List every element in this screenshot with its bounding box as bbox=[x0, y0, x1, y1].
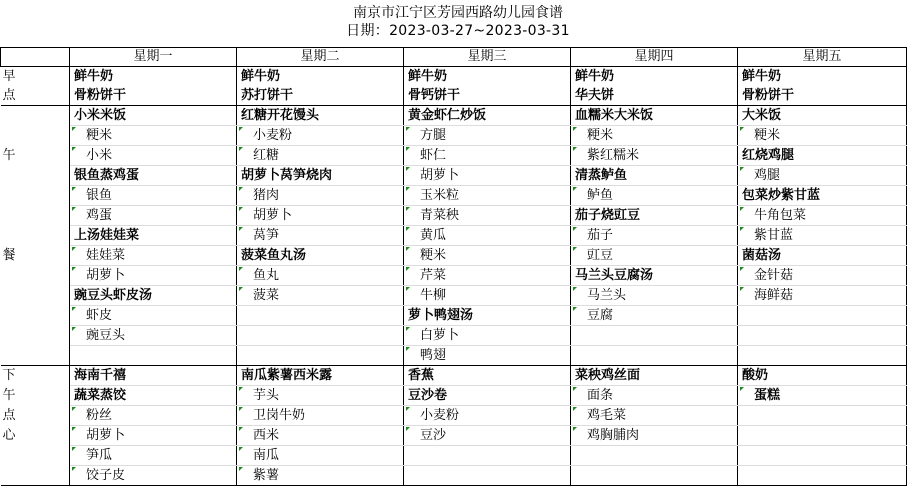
dish-name: 酸奶 bbox=[738, 366, 907, 386]
ingredient: 芹菜 bbox=[404, 266, 571, 286]
dish-name: 上汤娃娃菜 bbox=[70, 226, 237, 246]
lunch-row bbox=[1, 126, 907, 146]
meal-label: 下 bbox=[1, 366, 70, 386]
dish-name: 鲜牛奶 bbox=[404, 67, 571, 87]
ingredient: 豇豆 bbox=[571, 246, 738, 266]
ingredient: 玉米粒 bbox=[404, 186, 571, 206]
ingredient: 红糖 bbox=[237, 146, 404, 166]
lunch-row bbox=[1, 146, 907, 166]
breakfast-row bbox=[1, 67, 907, 87]
lunch-row bbox=[1, 326, 907, 346]
dish-name: 小米米饭 bbox=[70, 106, 237, 126]
ingredient: 鸡毛菜 bbox=[571, 406, 738, 426]
menu-table bbox=[0, 47, 907, 486]
ingredient: 菠菜 bbox=[237, 286, 404, 306]
ingredient: 茄子 bbox=[571, 226, 738, 246]
meal-label: 午 bbox=[1, 386, 70, 406]
ingredient: 粳米 bbox=[571, 126, 738, 146]
meal-label: 点 bbox=[1, 86, 70, 106]
dish-name: 骨粉饼干 bbox=[70, 86, 237, 106]
lunch-row bbox=[1, 186, 907, 206]
lunch-row bbox=[1, 166, 907, 186]
ingredient: 海鲜菇 bbox=[738, 286, 907, 306]
dish-name: 包菜炒紫甘蓝 bbox=[738, 186, 907, 206]
date-range: 日期：2023-03-27~2023-03-31 bbox=[346, 23, 570, 39]
empty-cell bbox=[237, 346, 404, 366]
ingredient: 虾皮 bbox=[70, 306, 237, 326]
meal-label bbox=[1, 466, 70, 486]
snack-row bbox=[1, 386, 907, 406]
ingredient: 鲈鱼 bbox=[571, 186, 738, 206]
ingredient: 鸭翅 bbox=[404, 346, 571, 366]
lunch-row bbox=[1, 226, 907, 246]
day-header: 星期一 bbox=[70, 48, 237, 67]
dish-name: 海南千禧 bbox=[70, 366, 237, 386]
ingredient: 紫红糯米 bbox=[571, 146, 738, 166]
header-row bbox=[1, 48, 907, 67]
dish-name: 清蒸鲈鱼 bbox=[571, 166, 738, 186]
dish-name: 马兰头豆腐汤 bbox=[571, 266, 738, 286]
ingredient: 粉丝 bbox=[70, 406, 237, 426]
breakfast-row bbox=[1, 86, 907, 106]
dish-name: 茄子烧豇豆 bbox=[571, 206, 738, 226]
ingredient: 芋头 bbox=[237, 386, 404, 406]
empty-cell bbox=[738, 406, 907, 426]
meal-label bbox=[1, 346, 70, 366]
dish-name: 血糯米大米饭 bbox=[571, 106, 738, 126]
ingredient: 小麦粉 bbox=[404, 406, 571, 426]
ingredient: 紫薯 bbox=[237, 466, 404, 486]
dish-name: 鲜牛奶 bbox=[571, 67, 738, 87]
dish-name: 豆沙卷 bbox=[404, 386, 571, 406]
ingredient: 娃娃菜 bbox=[70, 246, 237, 266]
ingredient: 牛柳 bbox=[404, 286, 571, 306]
empty-cell bbox=[738, 466, 907, 486]
lunch-row bbox=[1, 306, 907, 326]
lunch-row bbox=[1, 106, 907, 126]
meal-label bbox=[1, 106, 70, 126]
ingredient: 金针菇 bbox=[738, 266, 907, 286]
meal-label bbox=[1, 286, 70, 306]
day-header: 星期二 bbox=[237, 48, 404, 67]
meal-label: 点 bbox=[1, 406, 70, 426]
ingredient: 鱼丸 bbox=[237, 266, 404, 286]
ingredient: 紫甘蓝 bbox=[738, 226, 907, 246]
dish-name: 菜秧鸡丝面 bbox=[571, 366, 738, 386]
empty-cell bbox=[404, 446, 571, 466]
ingredient: 饺子皮 bbox=[70, 466, 237, 486]
day-header: 星期五 bbox=[738, 48, 907, 67]
ingredient: 青菜秧 bbox=[404, 206, 571, 226]
ingredient: 胡萝卜 bbox=[70, 266, 237, 286]
empty-cell bbox=[571, 346, 738, 366]
ingredient: 粳米 bbox=[738, 126, 907, 146]
ingredient: 西米 bbox=[237, 426, 404, 446]
ingredient: 面条 bbox=[571, 386, 738, 406]
snack-row bbox=[1, 406, 907, 426]
header-corner bbox=[1, 48, 70, 67]
snack-row bbox=[1, 426, 907, 446]
empty-cell bbox=[571, 326, 738, 346]
ingredient: 银鱼 bbox=[70, 186, 237, 206]
dish-name: 黄金虾仁炒饭 bbox=[404, 106, 571, 126]
dish-name: 南瓜紫薯西米露 bbox=[237, 366, 404, 386]
dish-name: 红糖开花馒头 bbox=[237, 106, 404, 126]
empty-cell bbox=[571, 446, 738, 466]
empty-cell bbox=[237, 306, 404, 326]
ingredient: 卫岗牛奶 bbox=[237, 406, 404, 426]
meal-label bbox=[1, 126, 70, 146]
dish-name: 胡萝卜莴笋烧肉 bbox=[237, 166, 404, 186]
empty-cell bbox=[738, 446, 907, 466]
dish-name: 菠菜鱼丸汤 bbox=[237, 246, 404, 266]
dish-name: 华夫饼 bbox=[571, 86, 738, 106]
lunch-row bbox=[1, 346, 907, 366]
snack-row bbox=[1, 446, 907, 466]
ingredient: 小米 bbox=[70, 146, 237, 166]
meal-label bbox=[1, 266, 70, 286]
lunch-row bbox=[1, 286, 907, 306]
lunch-row bbox=[1, 206, 907, 226]
meal-label bbox=[1, 446, 70, 466]
ingredient: 鸡腿 bbox=[738, 166, 907, 186]
dish-name: 大米饭 bbox=[738, 106, 907, 126]
empty-cell bbox=[738, 326, 907, 346]
empty-cell bbox=[738, 346, 907, 366]
dish-name: 鲜牛奶 bbox=[237, 67, 404, 87]
empty-cell bbox=[237, 326, 404, 346]
dish-name: 苏打饼干 bbox=[237, 86, 404, 106]
meal-label bbox=[1, 226, 70, 246]
ingredient: 南瓜 bbox=[237, 446, 404, 466]
ingredient: 胡萝卜 bbox=[404, 166, 571, 186]
ingredient: 豆腐 bbox=[571, 306, 738, 326]
meal-label bbox=[1, 166, 70, 186]
dish-name: 豌豆头虾皮汤 bbox=[70, 286, 237, 306]
ingredient: 胡萝卜 bbox=[70, 426, 237, 446]
dish-name: 菌菇汤 bbox=[738, 246, 907, 266]
dish-name: 鲜牛奶 bbox=[738, 67, 907, 87]
snack-row bbox=[1, 466, 907, 486]
meal-label bbox=[1, 326, 70, 346]
ingredient: 莴笋 bbox=[237, 226, 404, 246]
ingredient: 鸡胸脯肉 bbox=[571, 426, 738, 446]
meal-label bbox=[1, 206, 70, 226]
empty-cell bbox=[738, 306, 907, 326]
ingredient: 豌豆头 bbox=[70, 326, 237, 346]
ingredient: 虾仁 bbox=[404, 146, 571, 166]
dish-name: 骨粉饼干 bbox=[738, 86, 907, 106]
ingredient: 马兰头 bbox=[571, 286, 738, 306]
ingredient: 粳米 bbox=[404, 246, 571, 266]
dish-name: 鲜牛奶 bbox=[70, 67, 237, 87]
ingredient: 豆沙 bbox=[404, 426, 571, 446]
dish-name: 红烧鸡腿 bbox=[738, 146, 907, 166]
ingredient: 白萝卜 bbox=[404, 326, 571, 346]
dish-name: 香蕉 bbox=[404, 366, 571, 386]
dish-name: 骨钙饼干 bbox=[404, 86, 571, 106]
empty-cell bbox=[70, 346, 237, 366]
meal-label: 早 bbox=[1, 67, 70, 87]
empty-cell bbox=[738, 426, 907, 446]
ingredient: 粳米 bbox=[70, 126, 237, 146]
empty-cell bbox=[404, 466, 571, 486]
snack-row bbox=[1, 366, 907, 386]
meal-label: 午 bbox=[1, 146, 70, 166]
dish-name: 蛋糕 bbox=[738, 386, 907, 406]
dish-name: 蔬菜蒸饺 bbox=[70, 386, 237, 406]
ingredient: 猪肉 bbox=[237, 186, 404, 206]
ingredient: 胡萝卜 bbox=[237, 206, 404, 226]
meal-label: 餐 bbox=[1, 246, 70, 266]
meal-label: 心 bbox=[1, 426, 70, 446]
ingredient: 笋瓜 bbox=[70, 446, 237, 466]
lunch-row bbox=[1, 266, 907, 286]
empty-cell bbox=[571, 466, 738, 486]
lunch-row bbox=[1, 246, 907, 266]
ingredient: 黄瓜 bbox=[404, 226, 571, 246]
ingredient: 小麦粉 bbox=[237, 126, 404, 146]
dish-name: 萝卜鸭翅汤 bbox=[404, 306, 571, 326]
dish-name: 银鱼蒸鸡蛋 bbox=[70, 166, 237, 186]
day-header: 星期三 bbox=[404, 48, 571, 67]
day-header: 星期四 bbox=[571, 48, 738, 67]
menu-body bbox=[1, 67, 907, 486]
page-title: 南京市江宁区芳园西路幼儿园食谱 bbox=[353, 5, 563, 21]
ingredient: 牛角包菜 bbox=[738, 206, 907, 226]
ingredient: 方腿 bbox=[404, 126, 571, 146]
meal-label bbox=[1, 306, 70, 326]
ingredient: 鸡蛋 bbox=[70, 206, 237, 226]
meal-label bbox=[1, 186, 70, 206]
